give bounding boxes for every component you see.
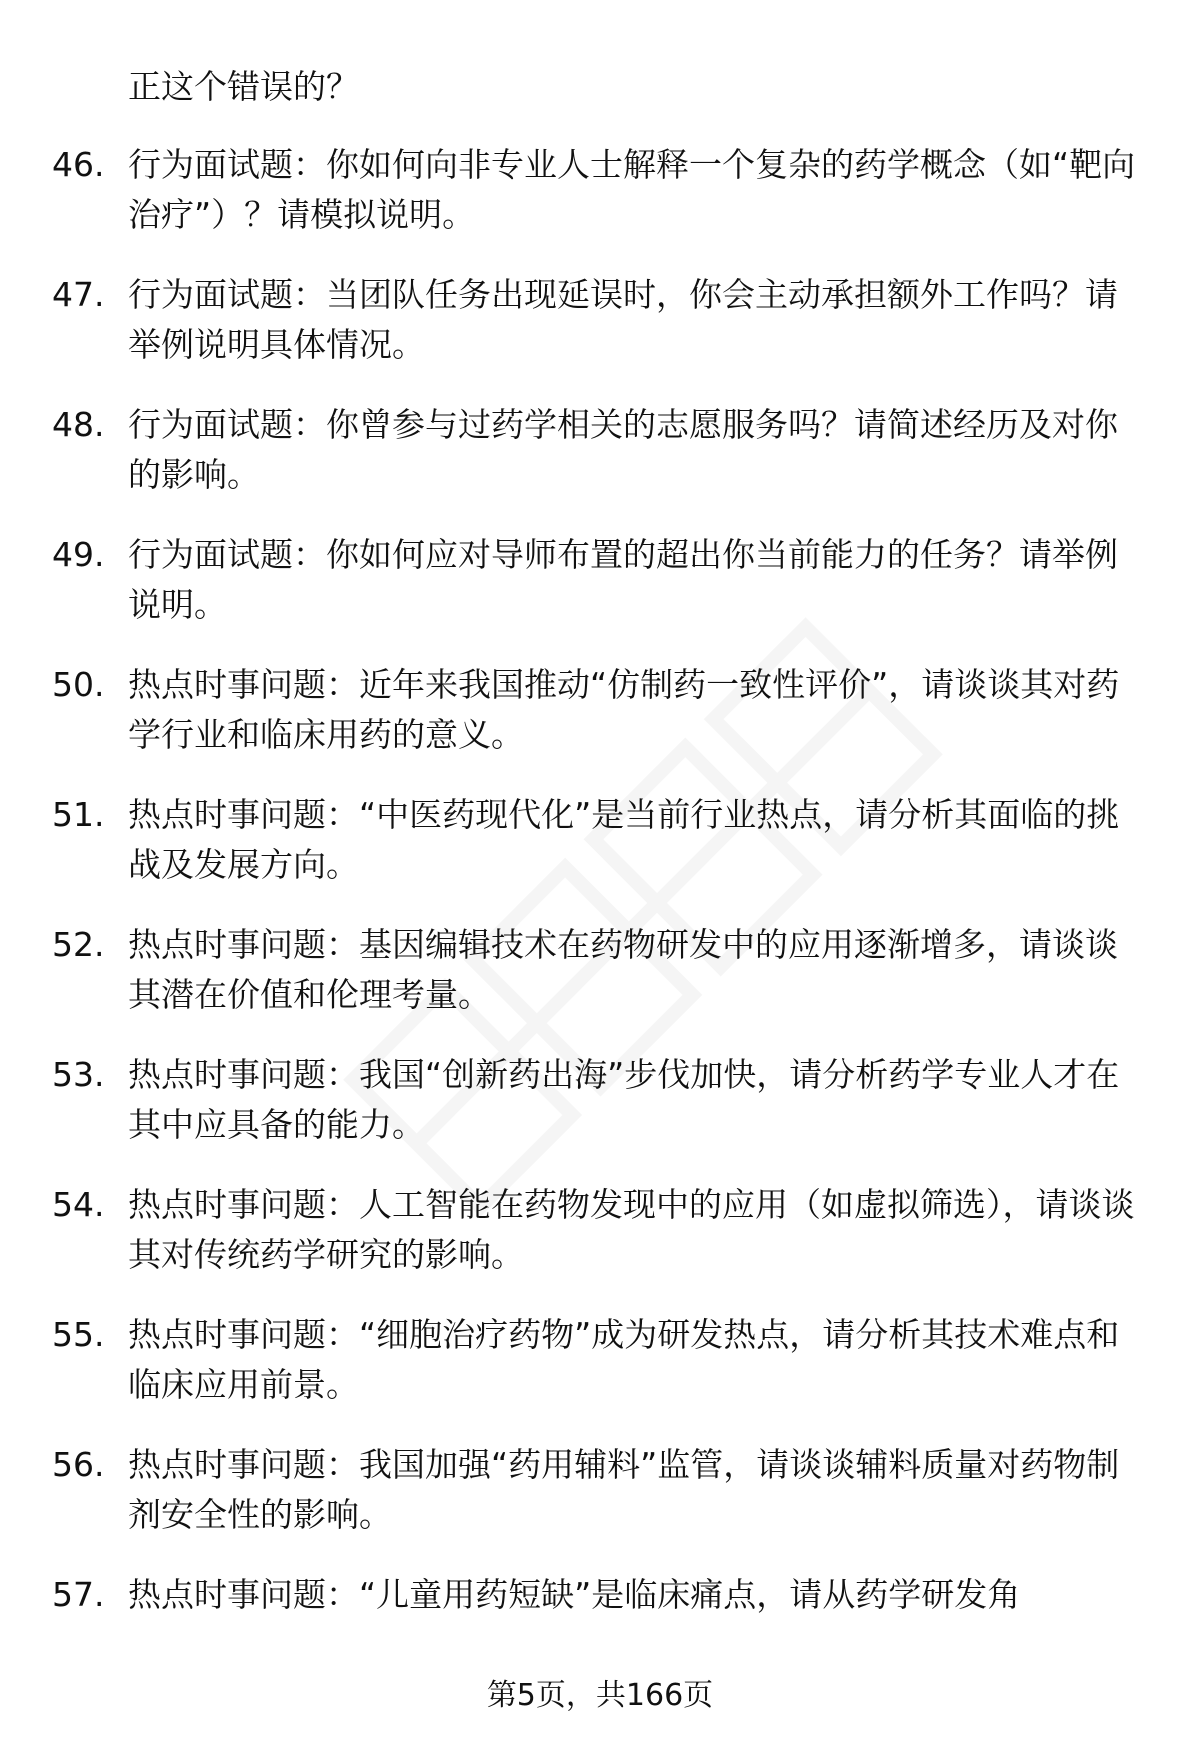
question-text: 行为面试题：你如何向非专业人士解释一个复杂的药学概念（如“靶向治疗”）？请模拟说明。 (128, 145, 1136, 234)
question-text: 热点时事问题：人工智能在药物发现中的应用（如虚拟筛选），请谈谈其对传统药学研究的影响。 (128, 1185, 1135, 1274)
question-list (0, 140, 1200, 1700)
question-text: 热点时事问题：“儿童用药短缺”是临床痛点，请从药学研发角 (128, 1575, 1021, 1614)
question-number: 48. (52, 405, 105, 444)
question-text: 热点时事问题：“中医药现代化”是当前行业热点，请分析其面临的挑战及发展方向。 (128, 795, 1120, 884)
question-item (0, 270, 1200, 400)
question-item (0, 1050, 1200, 1180)
question-number: 49. (52, 535, 105, 574)
question-number: 47. (52, 275, 105, 314)
question-item (0, 530, 1200, 660)
question-number: 52. (52, 925, 105, 964)
question-number: 46. (52, 145, 105, 184)
question-number: 53. (52, 1055, 105, 1094)
question-text: 热点时事问题：“细胞治疗药物”成为研发热点，请分析其技术难点和临床应用前景。 (128, 1315, 1120, 1404)
page-footer: 第5页，共166页 (486, 1678, 714, 1713)
question-text: 行为面试题：你如何应对导师布置的超出你当前能力的任务？请举例说明。 (128, 535, 1118, 624)
question-text: 热点时事问题：近年来我国推动“仿制药一致性评价”，请谈谈其对药学行业和临床用药的意义。 (128, 665, 1120, 754)
question-number: 50. (52, 665, 105, 704)
question-number: 51. (52, 795, 105, 834)
question-item (0, 140, 1200, 270)
question-number: 57. (52, 1575, 105, 1614)
question-item (0, 920, 1200, 1050)
question-text: 行为面试题：你曾参与过药学相关的志愿服务吗？请简述经历及对你的影响。 (128, 405, 1118, 494)
question-text: 行为面试题：当团队任务出现延误时，你会主动承担额外工作吗？请举例说明具体情况。 (128, 275, 1118, 364)
question-item (0, 790, 1200, 920)
question-item (0, 400, 1200, 530)
question-text: 热点时事问题：我国“创新药出海”步伐加快，请分析药学专业人才在其中应具备的能力。 (128, 1055, 1120, 1144)
question-number: 56. (52, 1445, 105, 1484)
question-item (0, 1180, 1200, 1310)
question-item (0, 1310, 1200, 1440)
question-item (0, 660, 1200, 790)
question-number: 55. (52, 1315, 105, 1354)
question-text: 热点时事问题：我国加强“药用辅料”监管，请谈谈辅料质量对药物制剂安全性的影响。 (128, 1445, 1120, 1534)
question-item (0, 1440, 1200, 1570)
question-text: 热点时事问题：基因编辑技术在药物研发中的应用逐渐增多，请谈谈其潜在价值和伦理考量。 (128, 925, 1118, 1014)
question-number: 54. (52, 1185, 105, 1224)
continuation-text: 正这个错误的？ (128, 67, 359, 106)
